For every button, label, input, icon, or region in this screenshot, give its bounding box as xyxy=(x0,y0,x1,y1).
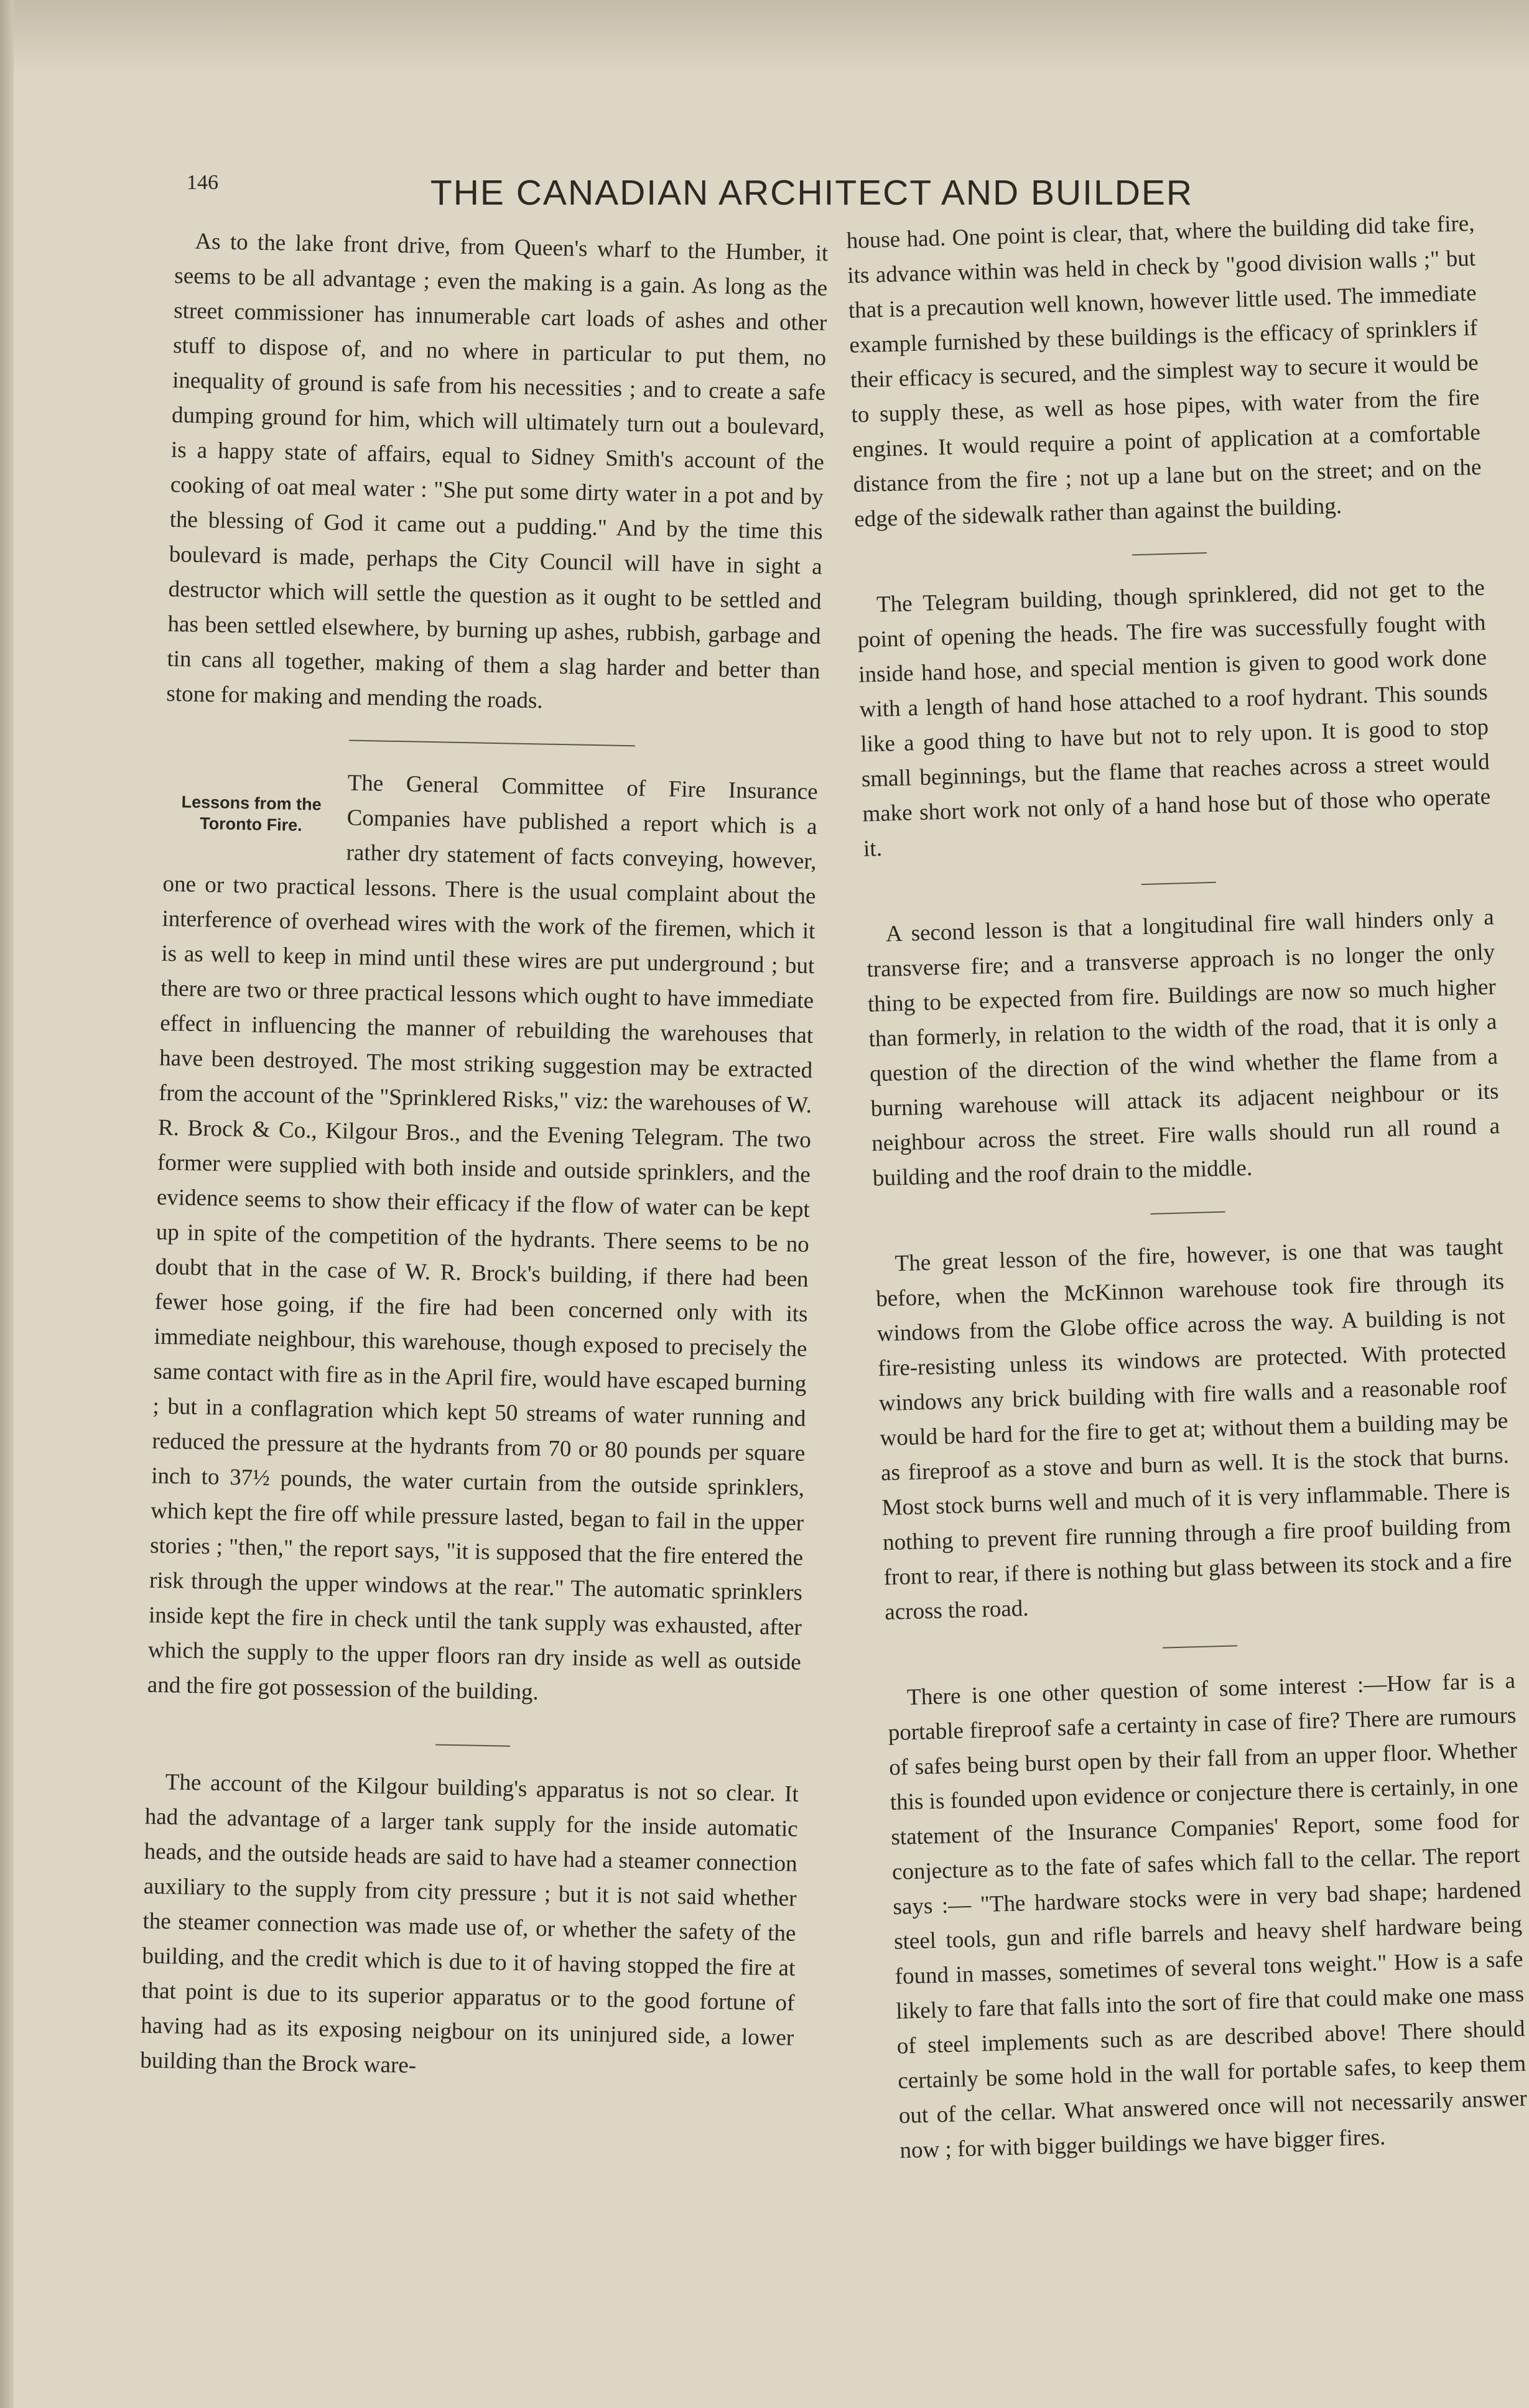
section-divider xyxy=(349,740,635,747)
page-shadow xyxy=(14,0,1529,75)
page-number: 146 xyxy=(187,171,218,194)
paragraph-fireproof-safes: There is one other question of some interest :—How far is a portable fireproof safe a certainty in case of fire? There are rumours of safes being burst open by their fall from an upper floor. Whether this is founded upon evidence or conjecture there is certainly, in one statement of the Insurance Companies' Report, some food for conjecture as to the fate of safes which fall to the cellar. The report says :— "The hardware stocks were in very bad shape; hardened steel tools, gun and rifle barrels and heavy shelf hardware being found in masses, sometimes of several tons weight." How is a safe likely to fare that falls into the sort of fire that could make one mass of steel implements such as are described above! There should certainly be some hold in the wall for portable safes, to keep them out of the cellar. What answered once will not necessarily answer now ; for with bigger buildings we have bigger fires. xyxy=(888,1667,1528,2164)
paragraph-fire-committee-report: The General Committee of Fire Insurance Companies have published a report which is a rather dry statement of facts conveying, however, one or two practical lessons. There is the usual complaint about the interference of overhead wires with the work of the firemen, which it is as well to keep in mind until these wires are put underground ; but there are two or three practical lessons which ought to have immediate effect in influencing the manner of rebuilding the warehouses that have been destroyed. The most striking suggestion may be extracted from the account of the "Sprinklered Risks," viz: the warehouses of W. R. Brock & Co., Kilgour Bros., and the Evening Telegram. The two former were supplied with both inside and outside sprinklers, and the evidence seems to show their efficacy if the flow of water can be kept up in spite of the competition of the hydrants. There seems to be no doubt that in the case of W. R. Brock's building, if there had been fewer hose going, if the fire had been concerned only with its immediate neighbour, this warehouse, though exposed to precisely the same contact with fire as in the April fire, would have escaped burning ; but in a conflagration which kept 50 streams of water running and reduced the pressure at the hydrants from 70 or 80 pounds per square inch to 37½ pounds, the water curtain from the outside sprinklers, which kept the fire off while pressure lasted, began to fail in the upper stories ; "then," the report says, "it is supposed that the fire entered the risk through the upper windows at the rear." The automatic sprinklers inside kept the fire in check until the tank supply was exhausted, after which the supply to the upper floors ran dry inside as well as outside and the fire got possession of the building. xyxy=(147,770,819,1705)
running-title: THE CANADIAN ARCHITECT AND BUILDER xyxy=(430,173,1194,213)
paragraph-lake-front-drive: As to the lake front drive, from Queen's wharf to the Humber, it seems to be all advantage ; even the making is a gain. As long as the street commissioner has innumerable cart loads of ashes and other stuff to dispose of, and no where in particular to put them, no inequality of ground is safe from his necessities ; and to create a safe dumping ground for him, which will ultimately turn out a boulevard, is a happy state of affairs, equal to Sidney Smith's account of the cooking of oat meal water : "She put some dirty water in a pot and by the blessing of God it came out a pudding." And by the time this boulevard is made, perhaps the City Council will have in sight a destructor which will settle the question as it ought to be settled and has been settled elsewhere, by burning up ashes, rubbish, garbage and tin cans all together, making of them a slag harder and better than stone for making and mending the roads. xyxy=(166,228,829,714)
section-divider xyxy=(1151,1211,1225,1215)
section-divider xyxy=(435,1744,510,1746)
side-heading xyxy=(164,791,338,836)
paragraph-kilgour-building: The account of the Kilgour building's apparatus is not so clear. It had the advantage of a larger tank supply for the inside automatic heads, and the outside heads are said to have had a steamer connection auxiliary to the supply from city pressure ; but it is not said whether the steamer connection was made use of, or whether the safety of the building, and the credit which is due to it of having stopped the fire at that point is due to its superior apparatus or to the good fortune of having had as its exposing neigbour on its uninjured side, a lower building than the Brock ware- xyxy=(139,1769,799,2078)
paragraph-telegram-building: The Telegram building, though sprinklered, did not get to the point of opening the heads. The fire was successfully fought with inside hand hose, and special mention is given to good work done with a length of hand hose attached to a roof hydrant. This sounds like a good thing to have but not to rely upon. It is good to stop small beginnings, but the flame that reaches across a street would make short work not only of a hand hose but of those who operate it. xyxy=(857,575,1491,862)
paragraph-great-lesson: The great lesson of the fire, however, is one that was taught before, when the McKinnon warehouse took fire through its windows from the Globe office across the way. A building is not fire-resisting unless its windows are protected. With protected windows any brick building with fire walls and a reasonable roof would be hard for the fire to get at; without them a building may be as fireproof as a stove and burn as well. It is the stock that burns. Most stock burns well and much of it is very inflammable. There is nothing to prevent fire running through a fire proof building from front to rear, if there is nothing but glass between its stock and a fire across the road. xyxy=(875,1234,1512,1626)
side-heading-line-2: Toronto Fire. xyxy=(199,813,302,835)
section-divider xyxy=(1141,882,1216,885)
left-column xyxy=(139,224,829,2090)
section-divider xyxy=(1132,552,1207,555)
right-column xyxy=(846,206,1528,2180)
paragraph-second-lesson: A second lesson is that a longitudinal fire wall hinders only a transverse fire; and a transverse approach is no longer the only thing to be expected from fire. Buildings are now so much higher than formerly, in relation to the width of the road, that it is only a question of the direction of the wind whether the flame from a burning warehouse will attack its adjacent neighbour or its neighbour across the street. Fire walls should run all round a building and the roof drain to the middle. xyxy=(866,904,1500,1192)
section-divider xyxy=(1163,1645,1237,1648)
side-heading-line-1: Lessons from the xyxy=(181,792,322,814)
lessons-section xyxy=(147,762,818,1726)
page-binding-edge xyxy=(0,0,14,2408)
paragraph-division-walls: house had. One point is clear, that, where the building did take fire, its advance within was held in check by "good division walls ;" but that is a precaution well known, however little used. The immediate example furnished by these buildings is the efficacy of sprinklers if their efficacy is secured, and the simplest way to secure it would be to supply these, as well as hose pipes, with water from the fire engines. It would require a point of application at a comfortable distance from the fire ; not up a lane but on the street; and on the edge of the sidewalk rather than against the building. xyxy=(846,210,1482,532)
